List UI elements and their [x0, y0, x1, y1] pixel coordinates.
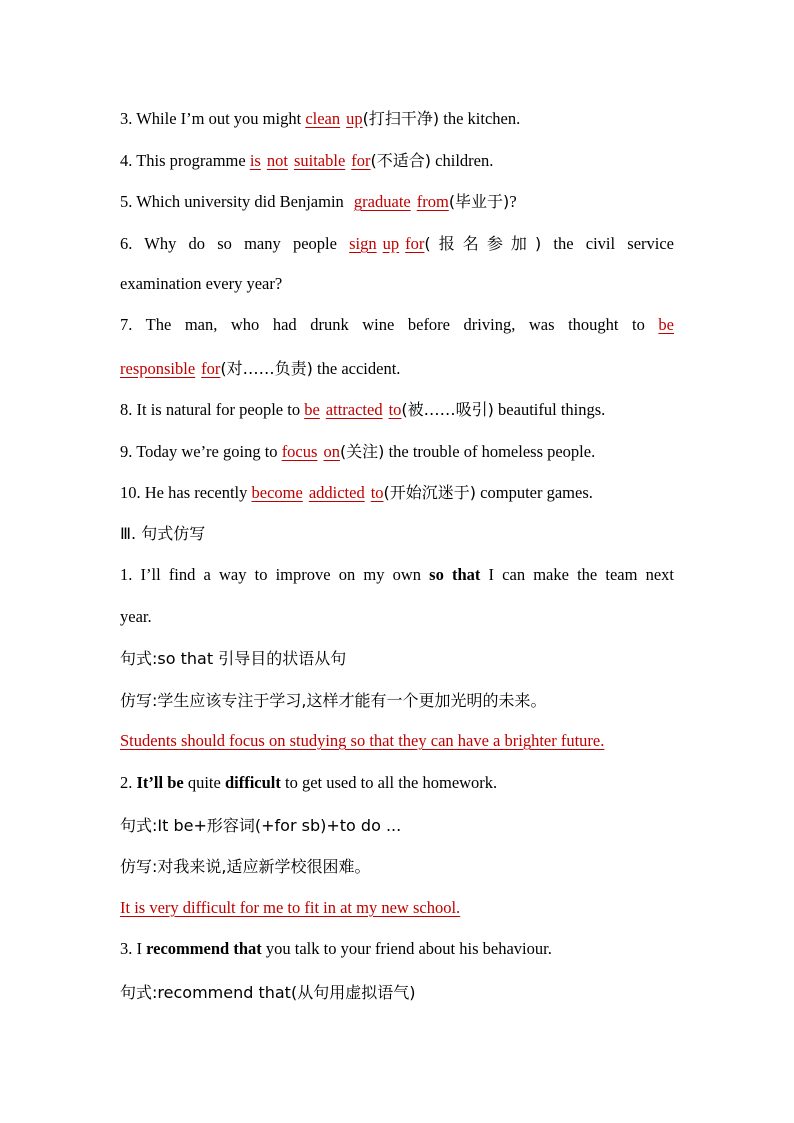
key-phrase: so that: [429, 565, 481, 584]
imitate-text: 对我来说,适应新学校很困难。: [157, 857, 371, 876]
key-phrase: difficult: [224, 773, 281, 792]
sentence-text: He has recently: [144, 483, 252, 502]
sentence-text: the accident.: [312, 359, 401, 378]
pattern-label: 句式:: [120, 649, 158, 668]
answer-word: from: [416, 192, 449, 211]
imitate-text: 学生应该专注于学习,这样才能有一个更加光明的未来。: [157, 691, 547, 710]
question-7-continued: [120, 357, 674, 381]
sentence-1-continued: [120, 605, 674, 629]
answer-word: focus: [281, 442, 318, 461]
answer-word: attracted: [325, 400, 383, 419]
chinese-hint: (打扫干净): [362, 109, 440, 128]
chinese-hint: (被……吸引): [401, 400, 494, 419]
sentence-1-imitate: [120, 689, 674, 713]
chinese-hint: (毕业于): [448, 192, 510, 211]
answer-word: for: [405, 234, 425, 253]
chinese-hint: (关注): [339, 442, 385, 461]
sentence-text: the kitchen.: [439, 109, 521, 128]
answer-word: sign: [349, 234, 377, 253]
answer-word: up: [346, 109, 363, 128]
imitate-label: 仿写:: [120, 691, 158, 710]
sentence-text: children.: [431, 151, 494, 170]
chinese-hint: (不适合): [370, 151, 432, 170]
sentence-2-pattern: [120, 814, 674, 838]
answer-word: clean: [305, 109, 341, 128]
question-6-continued: [120, 272, 674, 296]
sentence-text: the civil service: [541, 234, 674, 253]
sentence-1-answer: [120, 729, 674, 753]
sentence-text: the trouble of homeless people.: [384, 442, 596, 461]
question-10: [120, 481, 674, 505]
sentence-text: ?: [509, 192, 517, 211]
sentence-3: [120, 937, 674, 961]
question-6: [120, 232, 674, 256]
sentence-number: 1.: [120, 565, 141, 584]
sentence-text: The man, who had drunk wine before driving, was thought to: [145, 315, 659, 334]
answer-word: suitable: [293, 151, 346, 170]
sentence-1-pattern: [120, 647, 674, 671]
answer-sentence: Students should focus on studying so that they can have a brighter future.: [120, 731, 605, 750]
sentence-text: beautiful things.: [493, 400, 606, 419]
answer-word: to: [370, 483, 384, 502]
sentence-2: [120, 771, 674, 795]
answer-word: addicted: [308, 483, 365, 502]
question-number: 10.: [120, 483, 145, 502]
answer-word: to: [388, 400, 402, 419]
imitate-label: 仿写:: [120, 857, 158, 876]
question-number: 4.: [120, 151, 137, 170]
question-number: 5.: [120, 192, 137, 211]
chinese-hint: (开始沉迷于): [383, 483, 477, 502]
sentence-text: I can make the team next: [480, 565, 674, 584]
question-number: 6.: [120, 234, 145, 253]
question-number: 7.: [120, 315, 146, 334]
pattern-label: 句式:: [120, 816, 158, 835]
sentence-text: Today we’re going to: [136, 442, 282, 461]
chinese-hint: (报名参加): [424, 234, 542, 253]
key-phrase: It’ll be: [136, 773, 184, 792]
question-3: [120, 107, 674, 131]
answer-word: for: [201, 359, 221, 378]
question-7: [120, 313, 674, 337]
answer-word: not: [266, 151, 288, 170]
sentence-text: This programme: [136, 151, 250, 170]
key-phrase: recommend that: [146, 939, 262, 958]
sentence-text: I’ll find a way to improve on my own: [140, 565, 430, 584]
question-5: [120, 190, 674, 214]
question-number: 3.: [120, 109, 137, 128]
pattern-label: 句式:: [120, 983, 158, 1002]
pattern-text: It be+形容词(+for sb)+to do ...: [157, 816, 402, 835]
sentence-number: 3.: [120, 939, 137, 958]
sentence-text: year.: [120, 607, 152, 626]
sentence-text: It is natural for people to: [136, 400, 305, 419]
answer-word: responsible: [120, 359, 196, 378]
sentence-text: you talk to your friend about his behaviour.: [261, 939, 552, 958]
chinese-hint: (对……负责): [220, 359, 313, 378]
answer-word: be: [304, 400, 320, 419]
section-title: Ⅲ. 句式仿写: [120, 524, 206, 543]
answer-word: is: [249, 151, 261, 170]
answer-word: graduate: [353, 192, 411, 211]
question-4: [120, 149, 674, 173]
question-number: 8.: [120, 400, 137, 419]
sentence-text: I: [136, 939, 147, 958]
sentence-text: Why do so many people: [144, 234, 350, 253]
sentence-text: examination every year?: [120, 274, 283, 293]
question-8: [120, 398, 674, 422]
sentence-number: 2.: [120, 773, 137, 792]
sentence-1: [120, 563, 674, 587]
sentence-2-answer: [120, 896, 674, 920]
question-number: 9.: [120, 442, 137, 461]
sentence-text: quite: [183, 773, 225, 792]
answer-word: be: [658, 315, 674, 334]
sentence-text: While I’m out you might: [136, 109, 306, 128]
pattern-text: recommend that(从句用虚拟语气): [157, 983, 416, 1002]
sentence-2-imitate: [120, 855, 674, 879]
answer-word: on: [323, 442, 340, 461]
sentence-3-pattern: [120, 981, 674, 1005]
sentence-text: to get used to all the homework.: [280, 773, 498, 792]
sentence-text: Which university did Benjamin: [136, 192, 348, 211]
sentence-text: computer games.: [476, 483, 593, 502]
pattern-text: so that 引导目的状语从句: [157, 649, 347, 668]
answer-word: up: [382, 234, 400, 253]
answer-word: for: [351, 151, 371, 170]
answer-word: become: [251, 483, 303, 502]
answer-sentence: It is very difficult for me to fit in at my new school.: [120, 898, 461, 917]
question-9: [120, 440, 674, 464]
